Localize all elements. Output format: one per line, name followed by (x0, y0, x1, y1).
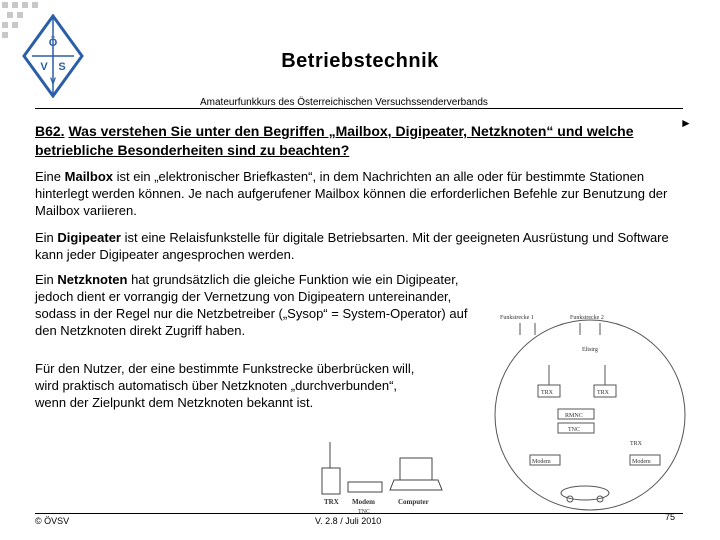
diagram-label-funkstrecke-2: Funkstrecke 2 (570, 315, 604, 321)
page-subtitle: Amateurfunkkurs des Österreichischen Versuchssenderverbands (200, 97, 488, 108)
diagram-label-center: Eltstrg (582, 347, 598, 353)
p1-pre: Eine (35, 169, 65, 184)
diagram-modem-left: Modem (532, 459, 551, 465)
diagram-label-funkstrecke-1: Funkstrecke 1 (500, 315, 534, 321)
diagram-modem-right: Modem (632, 459, 651, 465)
term-netzknoten: Netzknoten (57, 272, 128, 287)
footer-copyright: © ÖVSV (35, 516, 70, 526)
header-divider (35, 108, 683, 109)
diagram-trx-left: TRX (541, 390, 553, 396)
svg-text:Ö: Ö (48, 37, 58, 49)
network-diagram (490, 305, 690, 515)
term-digipeater: Digipeater (57, 230, 121, 245)
play-arrow-icon[interactable]: ► (680, 116, 692, 130)
svg-text:S: S (58, 61, 66, 73)
footer-version: V. 2.8 / Juli 2010 (315, 516, 382, 526)
page-number: 75 (665, 512, 676, 522)
equipment-illustration (318, 438, 446, 516)
footer-divider (35, 513, 683, 514)
term-mailbox: Mailbox (64, 169, 114, 184)
svg-text:V: V (49, 76, 57, 86)
paragraph-digipeater (35, 229, 685, 263)
paragraph-netzknoten (35, 271, 485, 339)
paragraph-nutzer: Für den Nutzer, der eine bestimmte Funkstrecke überbrücken will, wird praktisch automatisch über Netzknoten „durchverbunden“, wenn der Zielpunkt dem Netzknoten bekannt ist. (35, 361, 415, 410)
equipment-label-modem: Modem (352, 498, 375, 506)
question-heading (35, 122, 675, 160)
svg-text:V: V (40, 61, 48, 73)
equipment-label-computer: Computer (398, 498, 429, 506)
equipment-label-tnc: TNC (358, 509, 370, 515)
p2-pre: Ein (35, 230, 58, 245)
equipment-label-trx: TRX (324, 498, 339, 506)
paragraph-mailbox (35, 168, 685, 219)
p3-pre: Ein (35, 272, 58, 287)
question-text: Was verstehen Sie unter den Begriffen „Mailbox, Digipeater, Netzknoten“ und welche betriebliche Besonderheiten sind zu beachten? (35, 123, 634, 158)
p3-post: hat grundsätzlich die gleiche Funktion wie ein Digipeater, jedoch dient er vorrangig der Vernetzung von Digipeatern untereinander, sodass in der Regel nur die Netzbetreiber („Sysop“ = System-Operator) auf den Netzknoten direkt Zugriff haben. (35, 272, 468, 338)
diagram-rmnc: RMNC (565, 413, 583, 419)
p2-post: ist eine Relaisfunkstelle für digitale Betriebsarten. Mit der geeigneten Ausrüstung und Software kann jeder Digipeater angesprochen werden. (35, 230, 669, 262)
question-label: B62. (35, 123, 65, 139)
diagram-trx-right: TRX (597, 390, 609, 396)
diagram-trx-bottom: TRX (630, 441, 642, 447)
page-title: Betriebstechnik (281, 50, 439, 72)
p1-post: ist ein „elektronischer Briefkasten“, in dem Nachrichten an alle oder für bestimmte Stationen hinterlegt werden können. Je nach aufgerufener Mailbox können die erforderlichen Befehle zur Benutzung der Mailbox variieren. (35, 169, 668, 218)
diagram-tnc: TNC (568, 427, 580, 433)
